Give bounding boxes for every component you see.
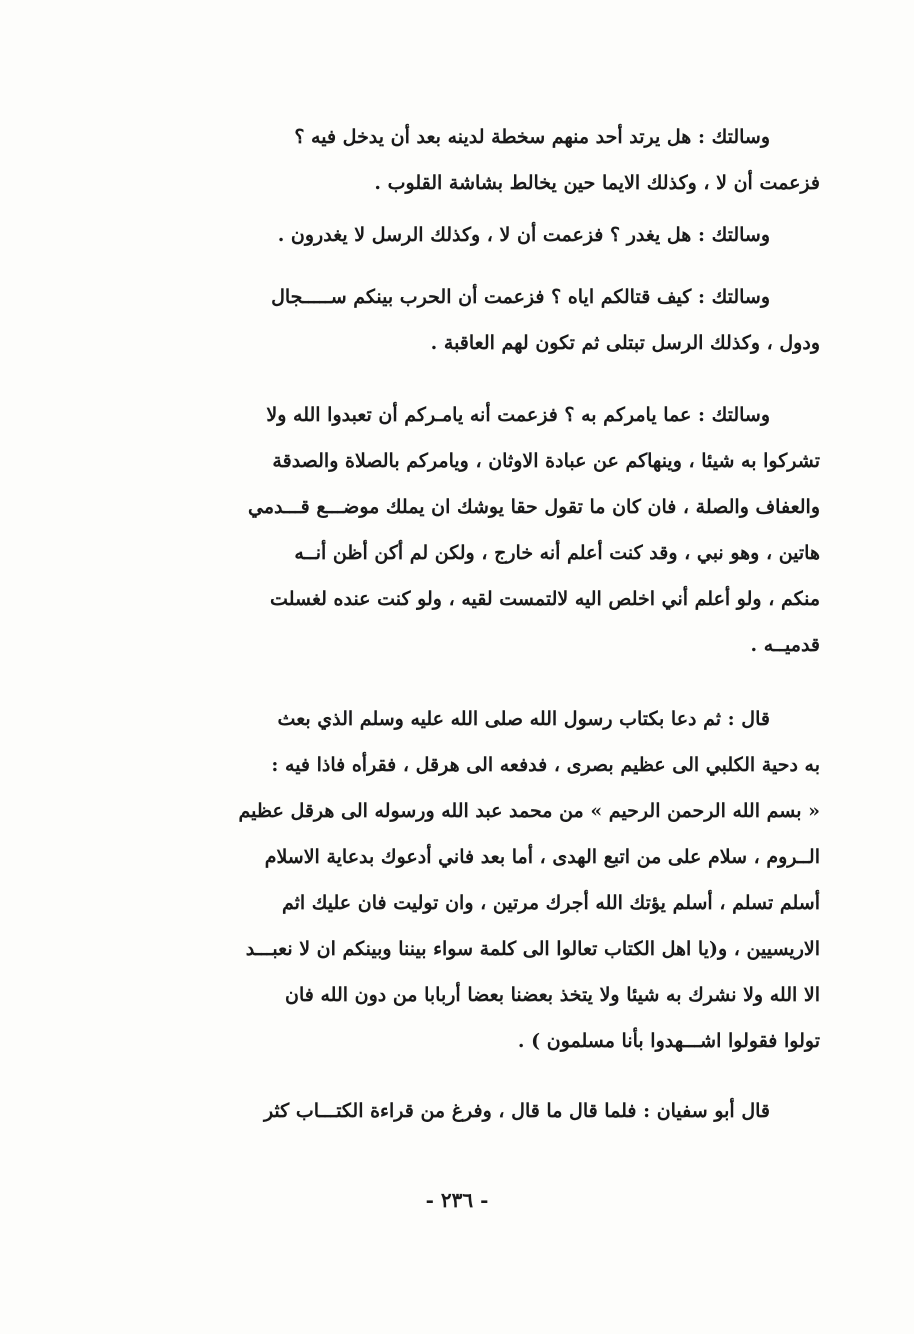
text-line: وسالتك : كيف قتالكم اياه ؟ فزعمت أن الحرب بينكم ســـــجال bbox=[271, 286, 770, 308]
paragraph bbox=[96, 274, 820, 366]
paragraph bbox=[96, 696, 820, 1064]
paragraph bbox=[96, 114, 820, 206]
text-line: به دحية الكلبي الى عظيم بصرى ، فدفعه الى هرقل ، فقرأه فاذا فيه : bbox=[271, 754, 820, 776]
text-line: الــروم ، سلام على من اتبع الهدى ، أما بعد فاني أدعوك بدعاية الاسلام bbox=[264, 846, 820, 868]
paragraph bbox=[96, 392, 820, 668]
paragraph bbox=[96, 212, 820, 258]
text-line: تشركوا به شيئا ، وينهاكم عن عبادة الاوثان ، ويامركم بالصلاة والصدقة bbox=[272, 450, 820, 472]
text-line: منكم ، ولو أعلم أني اخلص اليه لالتمست لقيه ، ولو كنت عنده لغسلت bbox=[270, 588, 820, 610]
text-line: أسلم تسلم ، أسلم يؤتك الله أجرك مرتين ، وان توليت فان عليك اثم bbox=[281, 892, 820, 914]
text-line: وسالتك : هل يغدر ؟ فزعمت أن لا ، وكذلك الرسل لا يغدرون . bbox=[277, 224, 770, 246]
text-line: الاريسيين ، و(يا اهل الكتاب تعالوا الى كلمة سواء بيننا وبينكم ان لا نعبـــد bbox=[245, 938, 820, 960]
text-line: قدميــه . bbox=[750, 634, 820, 656]
text-line: والعفاف والصلة ، فان كان ما تقول حقا يوشك ان يملك موضـــع قـــدمي bbox=[247, 496, 820, 518]
text-line: قال : ثم دعا بكتاب رسول الله صلى الله عليه وسلم الذي بعث bbox=[277, 708, 770, 730]
text-line: تولوا فقولوا اشـــهدوا بأنا مسلمون ) . bbox=[517, 1030, 820, 1052]
text-line: « بسم الله الرحمن الرحيم » من محمد عبد الله ورسوله الى هرقل عظيم bbox=[238, 800, 820, 822]
text-line: هاتين ، وهو نبي ، وقد كنت أعلم أنه خارج ، ولكن لم أكن أظن أنــه bbox=[294, 542, 820, 564]
text-line: قال أبو سفيان : فلما قال ما قال ، وفرغ من قراءة الكتـــاب كثر bbox=[263, 1100, 770, 1122]
page-number: - ٢٣٦ - bbox=[425, 1188, 489, 1212]
text-line: فزعمت أن لا ، وكذلك الايما حين يخالط بشاشة القلوب . bbox=[374, 172, 820, 194]
paragraph bbox=[96, 1088, 820, 1134]
text-line: الا الله ولا نشرك به شيئا ولا يتخذ بعضنا بعضا أربابا من دون الله فان bbox=[285, 984, 820, 1006]
text-line: ودول ، وكذلك الرسل تبتلى ثم تكون لهم العاقبة . bbox=[430, 332, 820, 354]
text-line: وسالتك : هل يرتد أحد منهم سخطة لدينه بعد أن يدخل فيه ؟ bbox=[294, 126, 770, 148]
text-line: وسالتك : عما يامركم به ؟ فزعمت أنه يامـركم أن تعبدوا الله ولا bbox=[266, 404, 770, 426]
